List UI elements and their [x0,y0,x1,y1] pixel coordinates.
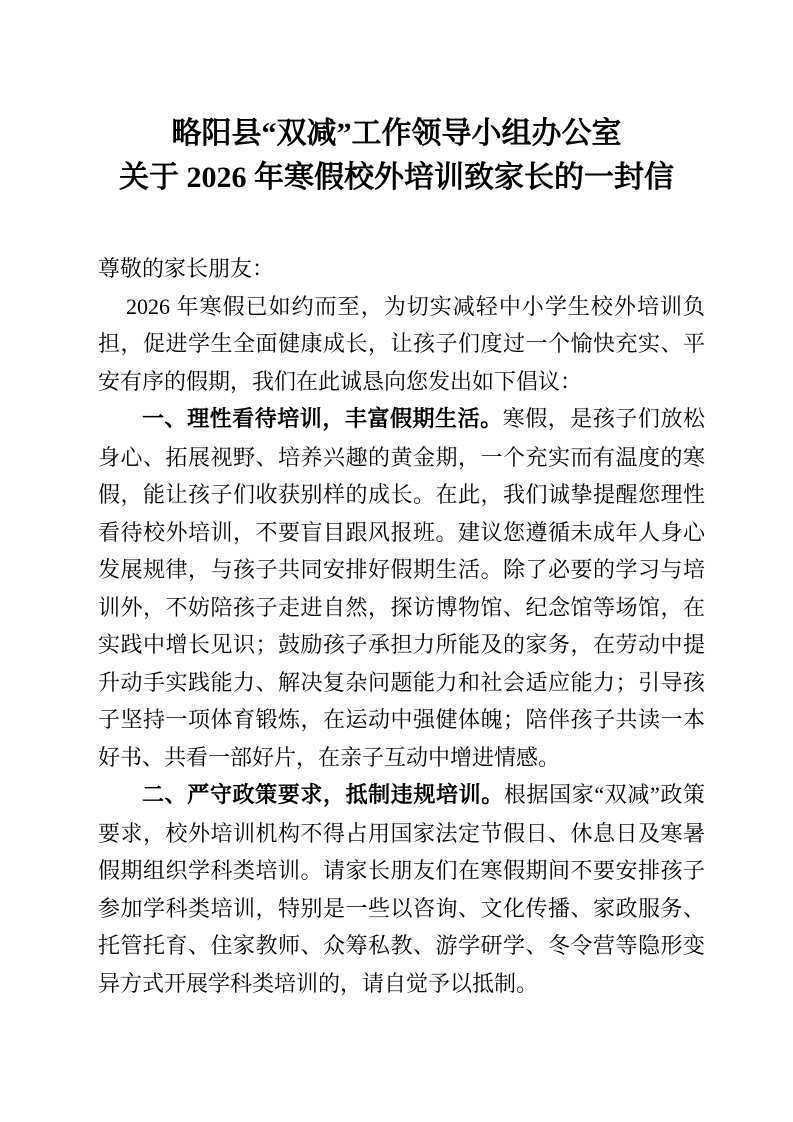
salutation: 尊敬的家长朋友： [98,256,275,281]
paragraph-item-2 [98,776,705,1002]
title-line-2: 关于 2026 年寒假校外培训致家长的一封信 [119,161,674,194]
paragraph-intro-text: 2026 年寒假已如约而至，为切实减轻中小学生校外培训负担，促进学生全面健康成长，让孩子们度过一个愉快充实、平安有序的假期，我们在此诚恳向您发出如下倡议： [98,293,705,394]
document-title [0,0,793,200]
paragraph-1-text: 寒假，是孩子们放松身心、拓展视野、培养兴趣的黄金期，一个充实而有温度的寒假，能让孩子们收获别样的成长。在此，我们诚挚提醒您理性看待校外培训，不要盲目跟风报班。建议您遵循未成年人身心发展规律，与孩子共同安排好假期生活。除了必要的学习与培训外，不妨陪孩子走进自然，探访博物馆、纪念馆等场馆，在实践中增长见识；鼓励孩子承担力所能及的家务，在劳动中提升动手实践能力、解决复杂问题能力和社会适应能力；引导孩子坚持一项体育锻炼，在运动中强健体魄；陪伴孩子共读一本好书、共看一部好片，在亲子互动中增进情感。 [98,406,705,770]
letter-body [0,250,793,1002]
paragraph-1-lead-heading: 一、理性看待培训，丰富假期生活。 [142,407,503,432]
paragraph-2-text: 根据国家“双减”政策要求，校外培训机构不得占用国家法定节假日、休息日及寒暑假期组织学科类培训。请家长朋友们在寒假期间不要安排孩子参加学科类培训，特别是一些以咨询、文化传播、家政服务、托管托育、住家教师、众筹私教、游学研学、冬令营等隐形变异方式开展学科类培训的，请自觉予以抵制。 [98,782,705,996]
paragraph-intro [98,288,705,401]
paragraph-item-1 [98,400,705,776]
paragraph-2-lead-heading: 二、严守政策要求，抵制违规培训。 [142,783,504,808]
title-line-1: 略阳县“双减”工作领导小组办公室 [171,117,622,150]
